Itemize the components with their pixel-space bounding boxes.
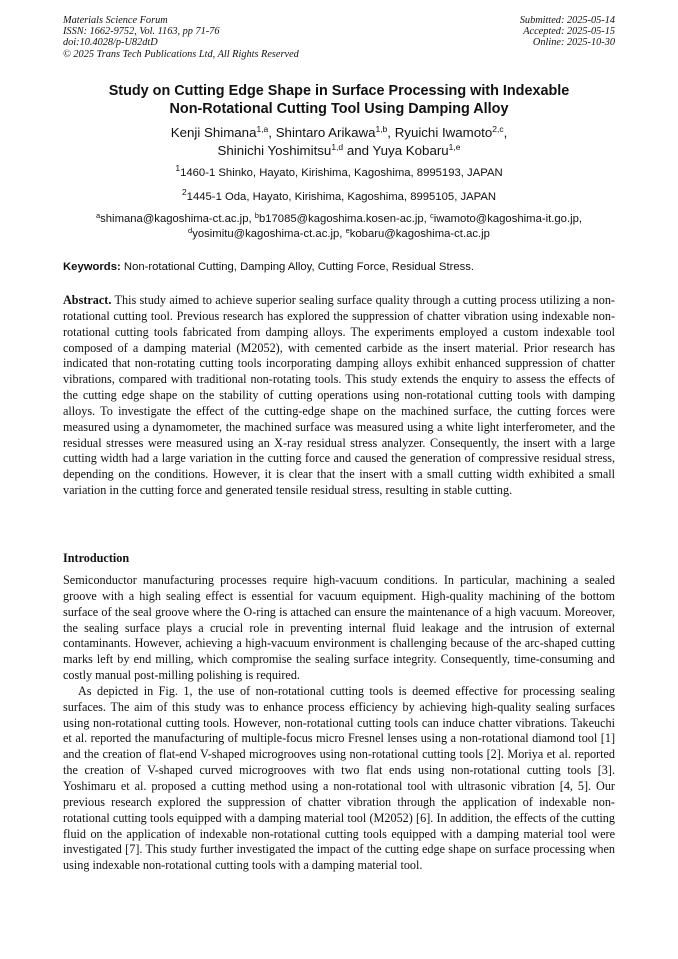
issn-line: ISSN: 1662-9752, Vol. 1163, pp 71-76 bbox=[63, 26, 220, 38]
author-separator: , bbox=[268, 125, 276, 140]
email-address[interactable]: b17085@kagoshima.kosen-ac.jp bbox=[258, 213, 424, 225]
paragraph: As depicted in Fig. 1, the use of non-rotational cutting tools is deemed effective for processing sealing surfaces. The aim of this study was to enhance process efficiency by achieving high-quality sealing surfaces using non-rotational cutting tools. However, non-rotational cutting tools can induce chatter vibrations. Takeuchi et al. reported the manufacturing of multiple-focus micro Fresnel lenses using a non-rotational diamond tool [1] and the creation of flat-end V-shaped microgrooves using non-rotational cutting tools [2]. Moriya et al. reported the creation of V-shaped curved microgrooves with two flat ends using non-rotational cutting tools [3]. Yoshimaru et al. proposed a cutting method using a non-rotational tool with ultrasonic vibration [4, 5]. Our previous research explored the suppression of chatter vibration through the application of indexable non-rotational cutting tools equipped with a damping material tool (M2052) [6]. In addition, the effects of the cutting fluid on the application of indexable non-rotational cutting tools equipped with a damping material tool were investigated [7]. This study further investigated the impact of the cutting edge shape on surface processing when using indexable non-rotational cutting tools with a damping material tool. bbox=[63, 683, 615, 873]
title-line-2: Non-Rotational Cutting Tool Using Damping Alloy bbox=[169, 101, 509, 117]
email-address[interactable]: yosimitu@kagoshima-ct.ac.jp bbox=[192, 227, 340, 240]
keywords bbox=[63, 260, 623, 274]
author: Shinichi Yoshimitsu bbox=[217, 143, 332, 158]
author: Kenji Shimana bbox=[170, 125, 257, 140]
author-separator: , bbox=[387, 125, 395, 140]
author-sup: 1,a bbox=[256, 124, 269, 134]
author-sup: 1,d bbox=[331, 142, 344, 152]
paragraph: Semiconductor manufacturing processes require high-vacuum conditions. In particular, machining a sealed groove with a high sealing effect is essential for vacuum equipment. High-quality machining of the bottom surface of the seal groove where the O-ring is attached can ensure the maintenance of a high vacuum. Moreover, the sealing surface plays a crucial role in preventing internal fluid leakage and the intrusion of external contaminants. However, achieving a high-vacuum environment is challenging because of the arc-shaped cutting marks left by end milling, which compromise the sealing surface integrity. Consequently, time-consuming and costly manual post-milling polishing is required. bbox=[63, 573, 615, 683]
journal-info bbox=[63, 15, 299, 60]
author-sup: 1,b bbox=[375, 124, 388, 134]
keywords-label: Keywords: bbox=[63, 261, 121, 273]
author: Ryuichi Iwamoto bbox=[394, 125, 493, 140]
title-line-1: Study on Cutting Edge Shape in Surface Processing with Indexable bbox=[108, 83, 570, 99]
email-address[interactable]: iwamoto@kagoshima-it.go.jp bbox=[433, 213, 579, 225]
author-list bbox=[40, 124, 638, 160]
author: Yuya Kobaru bbox=[372, 143, 449, 158]
affiliation-text: 1445-1 Oda, Hayato, Kirishima, Kagoshima, 8995105, JAPAN bbox=[186, 191, 497, 203]
author: Shintaro Arikawa bbox=[275, 125, 376, 140]
affiliation-sup: 1 bbox=[175, 163, 181, 173]
email-line-1 bbox=[40, 212, 638, 227]
author-separator: , bbox=[503, 125, 508, 140]
affiliation-1 bbox=[40, 163, 638, 180]
email-line-2 bbox=[40, 227, 638, 242]
email-separator: , bbox=[578, 213, 583, 225]
section-heading-introduction: Introduction bbox=[63, 551, 130, 565]
author-line-2 bbox=[40, 142, 638, 160]
email-address[interactable]: shimana@kagoshima-ct.ac.jp bbox=[100, 213, 249, 225]
introduction-body bbox=[63, 573, 615, 874]
email-address[interactable]: kobaru@kagoshima-ct.ac.jp bbox=[349, 227, 490, 240]
email-separator: , bbox=[423, 213, 430, 225]
doi-line[interactable]: doi:10.4028/p-U82dtD bbox=[63, 37, 158, 49]
email-sup: d bbox=[188, 225, 193, 235]
email-list bbox=[40, 212, 638, 241]
author-sup: 1,e bbox=[448, 142, 461, 152]
email-separator: , bbox=[248, 213, 255, 225]
affiliation-sup: 2 bbox=[181, 187, 187, 197]
publication-dates bbox=[520, 15, 615, 49]
abstract-text: This study aimed to achieve superior sealing surface quality through a cutting process utilizing a non-rotational cutting tool. Previous research has explored the suppression of chatter vibration using indexable non-rotational cutting tools fabricated from damping alloys. The experiments employed a custom indexable tool composed of a damping material (M2052), with cemented carbide as the insert material. Prior research has indicated that non-rotating cutting tools incorporating damping alloys exhibit enhanced suppression of chatter vibrations, compared with traditional non-rotating tools. This study extends the enquiry to assess the effects of the cutting edge shape on the stability of cutting operations using non-rotational cutting tools with damping alloys. To investigate the effect of the cutting-edge shape on the machined surface, the cutting forces were measured using a dynamometer, the machined surface was measured using a white light interferometer, and the residual stresses were measured using an X-ray residual stress analyzer. Consequently, the insert with a large cutting width had a large variation in the cutting force and caused the generation of compressive residual stress, depending on the conditions. However, it is clear that the insert with a small cutting width exhibited a small variation in the cutting force and generated tensile residual stress, resulting in stable cutting. bbox=[63, 293, 615, 498]
email-separator: , bbox=[339, 227, 346, 240]
affiliation-text: 1460-1 Shinko, Hayato, Kirishima, Kagoshima, 8995193, JAPAN bbox=[180, 167, 503, 179]
author-line-1 bbox=[40, 124, 638, 142]
email-sup: a bbox=[95, 211, 101, 220]
copyright-line: © 2025 Trans Tech Publications Ltd, All Rights Reserved bbox=[63, 48, 299, 60]
author-separator: and bbox=[343, 143, 373, 158]
email-sup: e bbox=[345, 225, 350, 235]
keywords-text: Non-rotational Cutting, Damping Alloy, Cutting Force, Residual Stress. bbox=[120, 261, 475, 273]
email-sup: c bbox=[429, 211, 434, 220]
online-date: Online: 2025-10-30 bbox=[532, 37, 615, 49]
email-sup: b bbox=[254, 211, 259, 220]
accepted-date: Accepted: 2025-05-15 bbox=[523, 26, 615, 38]
author-sup: 2,c bbox=[492, 124, 504, 134]
journal-name: Materials Science Forum bbox=[63, 15, 168, 26]
affiliation-2 bbox=[40, 187, 638, 204]
abstract-label: Abstract. bbox=[63, 293, 112, 307]
submitted-date: Submitted: 2025-05-14 bbox=[519, 15, 615, 26]
paper-title bbox=[40, 82, 638, 118]
abstract bbox=[63, 293, 615, 499]
